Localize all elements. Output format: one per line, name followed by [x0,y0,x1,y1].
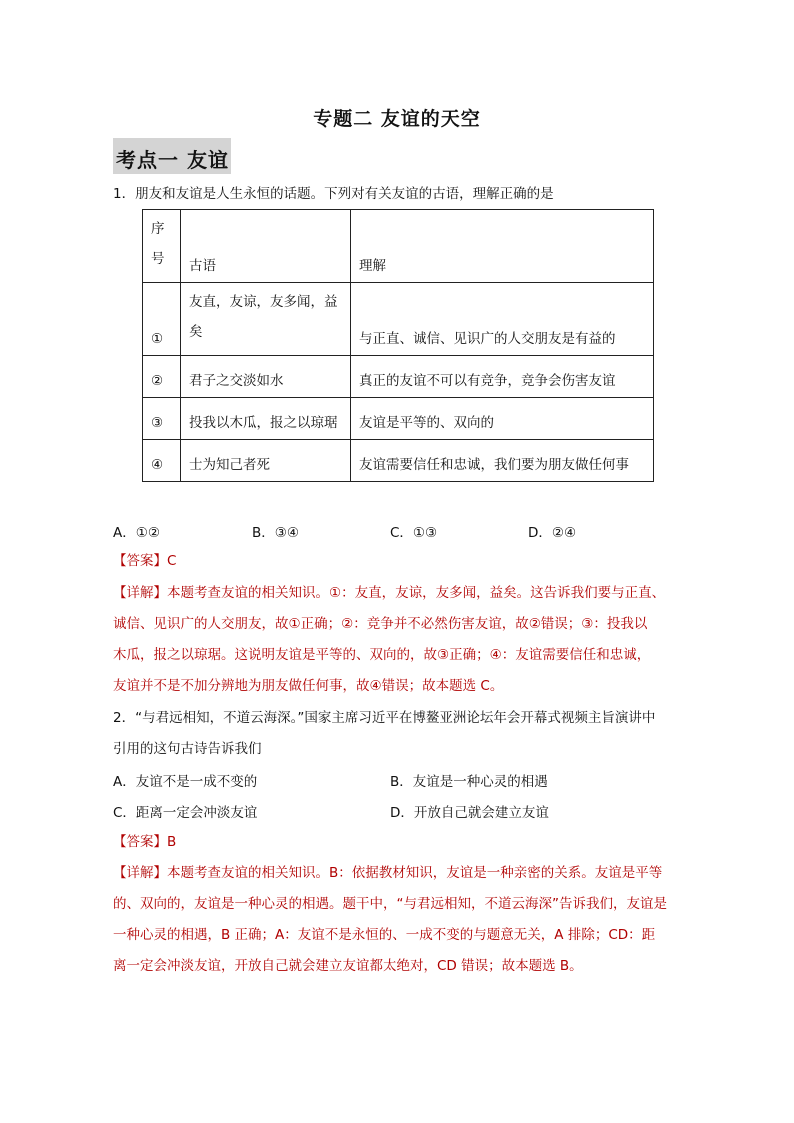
cell-saying: 士为知己者死 [181,440,351,482]
table-header-row [143,210,654,283]
cell-meaning: 友谊需要信任和忠诚，我们要为朋友做任何事 [351,440,654,482]
q2-option-b: B．友谊是一种心灵的相遇 [390,774,548,790]
table-row [143,398,654,440]
q1-answer [113,551,176,571]
q2-option-d: D．开放自己就会建立友谊 [390,805,549,821]
answer-value: B [167,834,177,850]
cell-saying: 投我以木瓜，报之以琼琚 [181,398,351,440]
q1-option-d: D．②④ [528,525,577,541]
cell-no: ③ [143,398,181,440]
cell-meaning: 友谊是平等的、双向的 [351,398,654,440]
header-cell-meaning: 理解 [351,210,654,283]
cell-no: ② [143,356,181,398]
table-row [143,356,654,398]
q1-stem: 1．朋友和友谊是人生永恒的话题。下列对有关友谊的古语，理解正确的是 [113,186,554,202]
q2-detail-line-1 [113,863,662,883]
q1-option-c: C．①③ [390,525,438,541]
section-heading: 考点一 友谊 [116,148,229,172]
answer-value: C [167,553,177,569]
cell-no: ④ [143,440,181,482]
cell-saying: 友直，友谅，友多闻，益 矣 [181,283,351,356]
q1-detail-line-4: 友谊并不是不加分辨地为朋友做任何事，故④错误；故本题选 C。 [113,678,504,694]
detail-tag: 【详解】 [113,585,167,601]
detail-tag: 【详解】 [113,865,167,881]
q1-option-a: A．①② [113,525,160,541]
detail-text: 本题考查友谊的相关知识。B：依据教材知识，友谊是一种亲密的关系。友谊是平等 [167,865,663,881]
q1-detail-line-2: 诚信、见识广的人交朋友，故①正确；②：竞争并不必然伤害友谊，故②错误；③：投我以 [113,616,648,632]
q1-option-b: B．③④ [252,525,299,541]
table-row [143,283,654,356]
q2-answer [113,832,176,852]
q2-detail-line-4: 离一定会冲淡友谊，开放自己就会建立友谊都太绝对，CD 错误；故本题选 B。 [113,958,583,974]
cell-meaning: 与正直、诚信、见识广的人交朋友是有益的 [351,283,654,356]
cell-no: ① [143,283,181,356]
q2-stem-line-2: 引用的这句古诗告诉我们 [113,741,262,757]
q1-table [142,209,654,482]
cell-meaning: 真正的友谊不可以有竞争，竞争会伤害友谊 [351,356,654,398]
cell-saying: 君子之交淡如水 [181,356,351,398]
q2-detail-line-3: 一种心灵的相遇，B 正确；A：友谊不是永恒的、一成不变的与题意无关，A 排除；CD：距 [113,927,656,943]
header-cell-saying: 古语 [181,210,351,283]
q2-detail-line-2: 的、双向的，友谊是一种心灵的相遇。题干中，“与君远相知，不道云海深”告诉我们，友谊是 [113,896,667,912]
q1-detail-line-3: 木瓜，报之以琼琚。这说明友谊是平等的、双向的，故③正确；④：友谊需要信任和忠诚， [113,647,651,663]
answer-tag: 【答案】 [113,834,167,850]
table-row [143,440,654,482]
q2-option-c: C．距离一定会冲淡友谊 [113,805,258,821]
detail-text: 本题考查友谊的相关知识。①：友直，友谅，友多闻，益矣。这告诉我们要与正直、 [167,585,666,601]
answer-tag: 【答案】 [113,553,167,569]
q2-option-a: A．友谊不是一成不变的 [113,774,258,790]
q1-detail-line-1 [113,583,665,603]
header-cell-no: 序 号 [143,210,181,283]
q2-stem-line-1: 2．“与君远相知，不道云海深。”国家主席习近平在博鳌亚洲论坛年会开幕式视频主旨演讲中 [113,710,656,726]
page-title: 专题二 友谊的天空 [313,108,481,130]
